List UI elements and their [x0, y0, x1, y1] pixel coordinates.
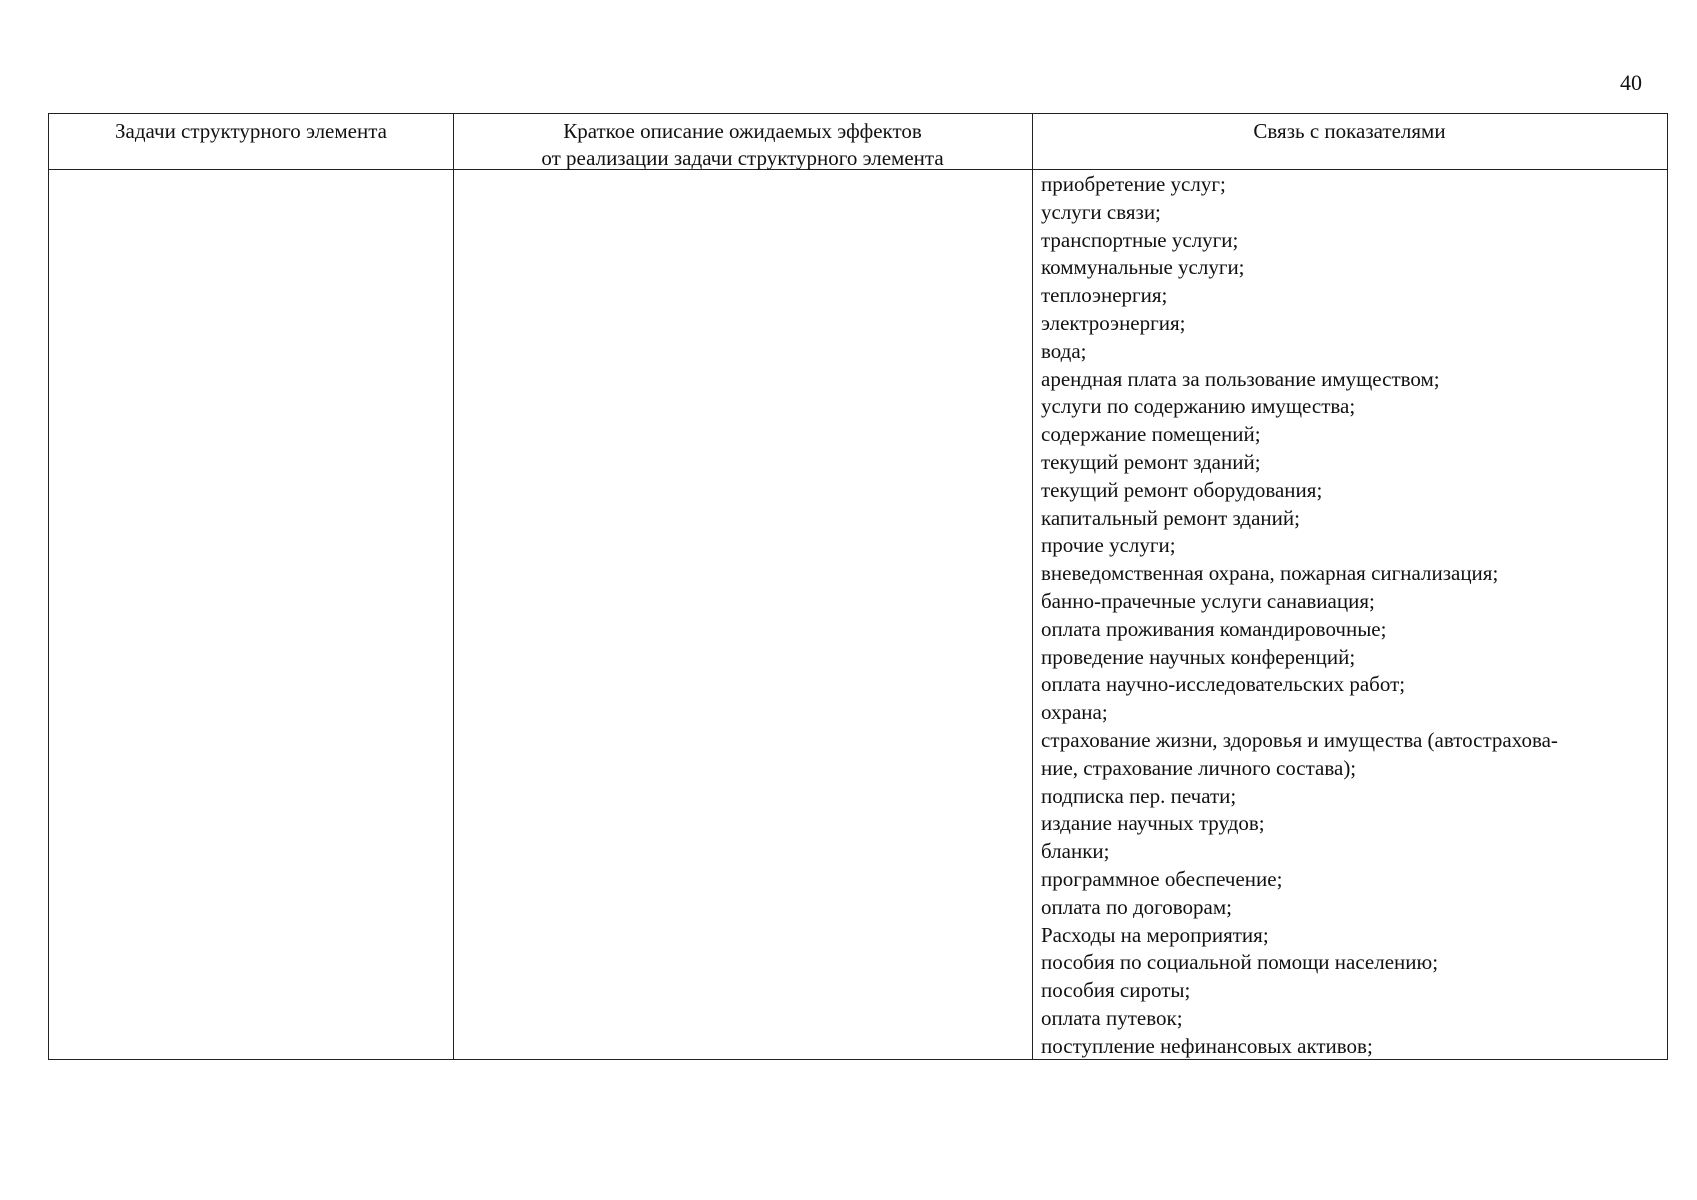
indicator-item: банно-прачечные услуги санавиация;: [1041, 588, 1375, 613]
indicator-item: страхование жизни, здоровья и имущества (автострахова-: [1041, 727, 1558, 752]
indicator-item: текущий ремонт зданий;: [1041, 449, 1261, 474]
indicator-item: оплата научно-исследовательских работ;: [1041, 672, 1406, 697]
indicator-item: вневедомственная охрана, пожарная сигнализация;: [1041, 561, 1499, 586]
indicator-item: оплата по договорам;: [1041, 894, 1232, 919]
indicator-item: оплата путевок;: [1041, 1005, 1183, 1030]
indicators-table: [48, 113, 1668, 1060]
indicator-item: электроэнергия;: [1041, 310, 1186, 335]
indicator-item: ние, страхование личного состава);: [1041, 755, 1357, 780]
indicator-item: прочие услуги;: [1041, 533, 1176, 558]
indicator-item: проведение научных конференций;: [1041, 644, 1356, 669]
indicator-item: пособия сироты;: [1041, 978, 1191, 1003]
indicator-item: услуги по содержанию имущества;: [1041, 394, 1356, 419]
indicator-item: транспортные услуги;: [1041, 227, 1239, 252]
indicator-item: капитальный ремонт зданий;: [1041, 505, 1300, 530]
indicator-item: теплоэнергия;: [1041, 283, 1168, 308]
indicator-item: Расходы на мероприятия;: [1041, 922, 1269, 947]
indicator-item: оплата проживания командировочные;: [1041, 616, 1387, 641]
indicator-item: пособия по социальной помощи населению;: [1041, 950, 1439, 975]
indicator-item: приобретение услуг;: [1041, 172, 1226, 196]
header-effects-line-1: Краткое описание ожидаемых эффектов: [563, 119, 922, 143]
indicator-item: содержание помещений;: [1041, 422, 1261, 447]
indicator-item: коммунальные услуги;: [1041, 255, 1245, 280]
header-effects-line-2: от реализации задачи структурного элемента: [541, 146, 944, 170]
indicator-item: арендная плата за пользование имуществом;: [1041, 366, 1440, 391]
indicator-item: охрана;: [1041, 700, 1108, 725]
indicator-item: поступление нефинансовых активов;: [1041, 1033, 1373, 1058]
indicator-item: подписка пер. печати;: [1041, 783, 1237, 808]
header-tasks: Задачи структурного элемента: [115, 119, 387, 143]
indicators-list: [1041, 171, 1661, 1061]
header-effects: [453, 118, 1032, 172]
indicator-item: программное обеспечение;: [1041, 866, 1283, 891]
indicator-item: услуги связи;: [1041, 199, 1161, 224]
header-indicators: Связь с показателями: [1253, 119, 1446, 143]
column-divider-1: [453, 114, 454, 1059]
indicator-item: текущий ремонт оборудования;: [1041, 477, 1323, 502]
column-divider-2: [1032, 114, 1033, 1059]
indicator-item: вода;: [1041, 338, 1087, 363]
page-number: 40: [1620, 70, 1642, 95]
indicator-item: бланки;: [1041, 839, 1110, 864]
indicator-item: издание научных трудов;: [1041, 811, 1265, 836]
